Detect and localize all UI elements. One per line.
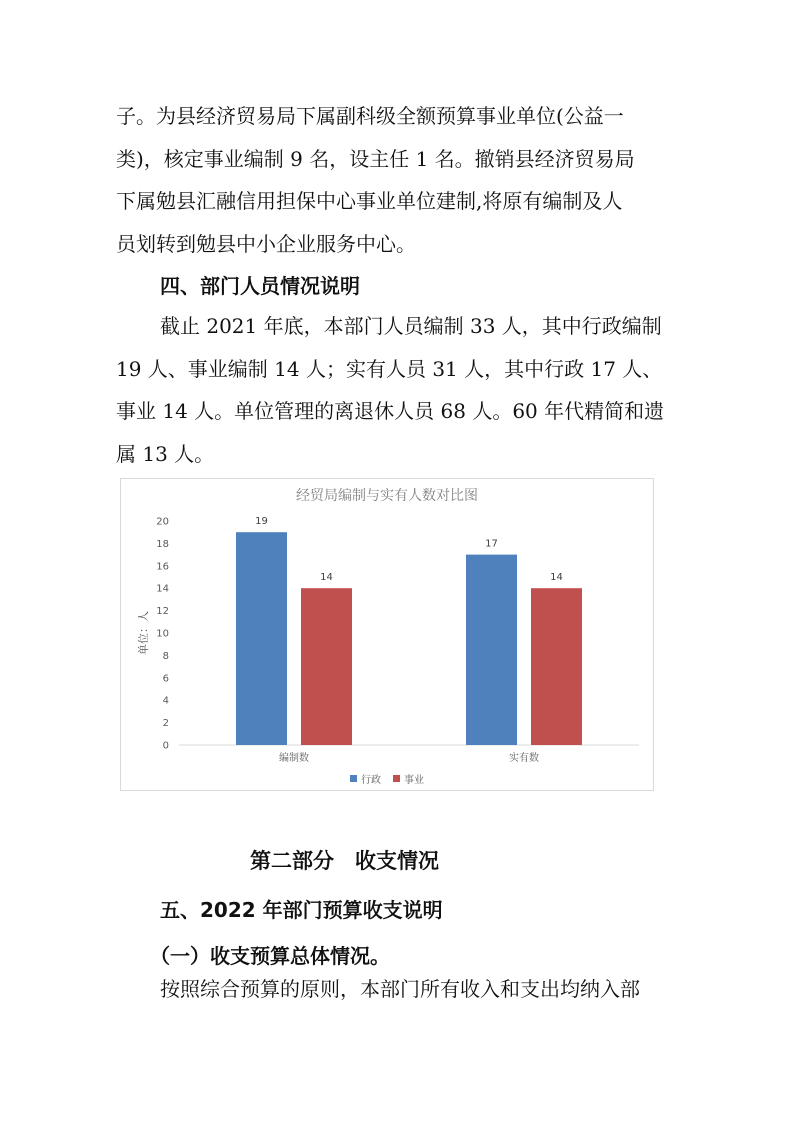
data-label: 14 (320, 572, 333, 584)
text-line: 类)，核定事业编制 9 名，设主任 1 名。撤销县经济贸易局 (116, 146, 635, 171)
y-tick-label: 4 (162, 695, 169, 707)
y-tick-label: 8 (162, 650, 169, 662)
text-line: 按照综合预算的原则，本部门所有收入和支出均纳入部 (160, 977, 640, 1001)
y-tick-label: 12 (156, 606, 169, 618)
section-heading-budget: 五、2022 年部门预算收支说明 (160, 898, 443, 922)
bar-事业 (301, 588, 352, 745)
data-label: 14 (550, 572, 563, 584)
chart-title: 经贸局编制与实有人数对比图 (296, 488, 478, 504)
legend-swatch (350, 775, 357, 782)
paragraph-staff-counts (116, 305, 678, 475)
x-category-label: 编制数 (279, 753, 309, 764)
y-axis-label: 单位：人 (137, 611, 150, 655)
y-tick-label: 16 (156, 561, 169, 573)
paragraph-staffing-background (116, 95, 678, 265)
section-heading-staff: 四、部门人员情况说明 (160, 274, 360, 298)
x-category-label: 实有数 (509, 753, 539, 764)
data-label: 17 (485, 538, 498, 550)
chart-plot (121, 479, 653, 790)
legend-item (350, 771, 381, 786)
subsection-heading-overview: （一）收支预算总体情况。 (150, 944, 390, 968)
text-line: 子。为县经济贸易局下属副科级全额预算事业单位(公益一 (116, 104, 624, 128)
y-tick-label: 0 (162, 740, 169, 752)
y-tick-label: 10 (156, 628, 169, 640)
chart-legend (121, 771, 653, 786)
text-line: 员划转到勉县中小企业服务中心。 (116, 231, 416, 256)
bar-事业 (531, 588, 582, 745)
bar-行政 (466, 555, 517, 745)
y-tick-label: 18 (156, 538, 169, 550)
text-line: 下属勉县汇融信用担保中心事业单位建制,将原有编制及人 (116, 189, 623, 213)
text-line: 截止 2021 年底，本部门人员编制 33 人，其中行政编制 (160, 314, 662, 338)
legend-label: 行政 (361, 775, 381, 786)
part-title: 第二部分 收支情况 (250, 849, 439, 873)
legend-item (393, 771, 424, 786)
y-tick-label: 2 (162, 718, 169, 730)
y-tick-label: 20 (156, 516, 169, 528)
bar-行政 (236, 532, 287, 745)
y-tick-label: 14 (156, 583, 169, 595)
y-tick-label: 6 (162, 673, 169, 685)
legend-label: 事业 (404, 775, 424, 786)
data-label: 19 (255, 516, 268, 528)
text-line: 事业 14 人。单位管理的离退休人员 68 人。60 年代精简和遗 (116, 399, 665, 423)
text-line: 19 人、事业编制 14 人；实有人员 31 人，其中行政 17 人、 (116, 356, 663, 381)
staff-comparison-chart (120, 478, 654, 791)
legend-swatch (393, 775, 400, 782)
paragraph-budget-intro (116, 968, 678, 1011)
text-line: 属 13 人。 (116, 441, 215, 466)
